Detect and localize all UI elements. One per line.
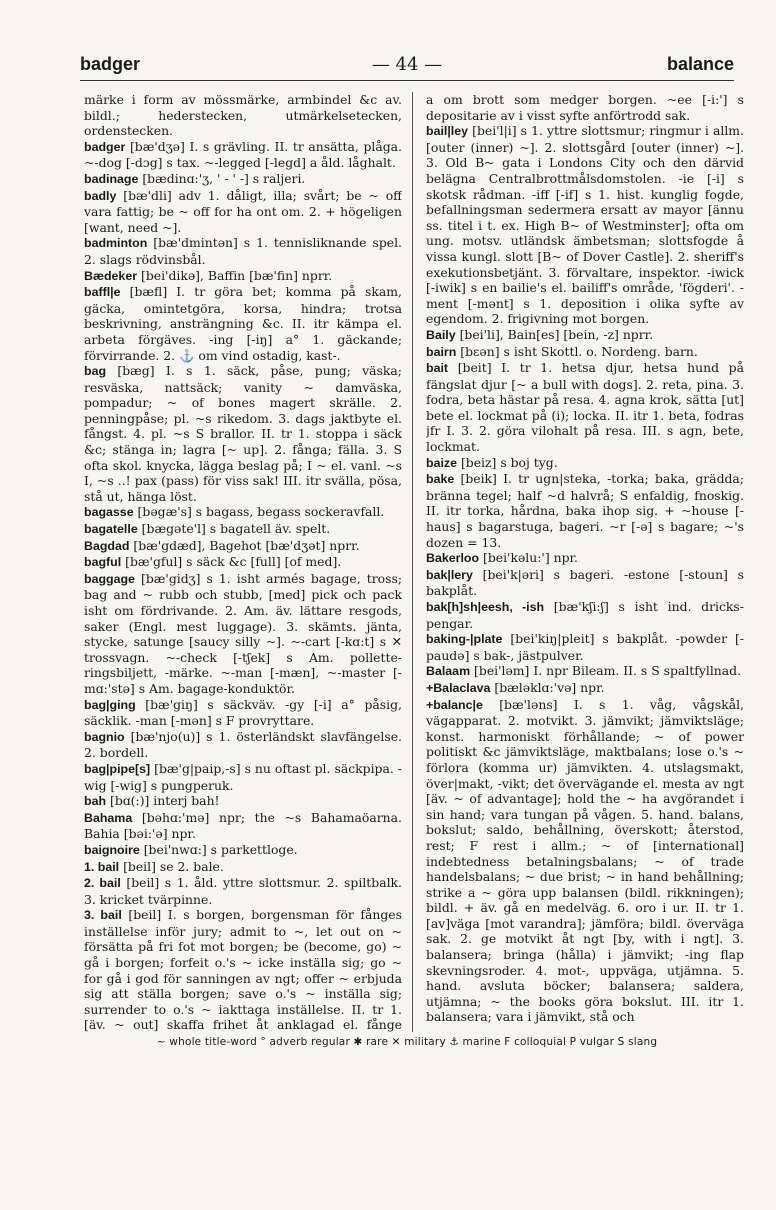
dictionary-entry — [426, 599, 744, 631]
dictionary-entry — [426, 471, 744, 550]
header-first-word: badger — [80, 54, 141, 74]
entry-headword: bagasse — [84, 505, 134, 520]
dictionary-entry — [84, 363, 402, 504]
entry-headword: bake — [426, 472, 455, 487]
entry-definition: [bei'l|i] s 1. yttre slottsmur; ringmur i allm. [outer (inner) ~]. 2. slottsgård [outer (inner) ~]. 3. Old B~ gata i Londons City och den därvid belägna Centralbrottmålsdomstolen. -ie [-i] s skotsk rådman. -iff [-if] s 1. hist. kunglig fogde, befallningsman sedermera ersatt av mayor [ännu ss. titel i t. ex. High B~ of Westminster]; ofta om ung. motsv. utländsk ämbetsman; slottsfogde å vissa kungl. slott [B~ of Dover Castle]. 2. sheriff's exekutionsbetjänt. 3. förvaltare, inspektor. -iwick [-iwik] s en bailie's el. bailiff's område, 'fögderi'. -ment [-mənt] s 1. deposition i olika syfte av egendom. 2. frigivning mot borgen. — [426, 123, 744, 327]
entry-definition: [bɑ(:)] interj bah! — [109, 793, 220, 809]
entry-headword: bak|lery — [426, 567, 473, 582]
entry-definition: [beiz] s boj tyg. — [460, 454, 558, 470]
left-column — [84, 92, 402, 1032]
entry-definition: [bæ'gdæd], Bagehot [bæ'dʒət] nprr. — [133, 537, 360, 553]
entry-headword: bail|ley — [426, 124, 469, 139]
entry-definition: [bæ'dli] adv 1. dåligt, illa; svårt; be ~ off vara fattig; be ~ off for ha ont om. 2. + högeligen [want, need ~]. — [84, 187, 402, 235]
entry-definition: [bei'li], Bain[es] [bein, -z] nprr. — [459, 326, 654, 342]
page-number: — 44 — — [371, 54, 443, 75]
entry-definition: [beil] s 1. åld. yttre slottsmur. 2. spiltbalk. 3. kricket tvärpinne. — [84, 875, 402, 907]
dictionary-entry — [84, 761, 402, 793]
entry-definition: [beil] I. s borgen, borgensman för fånges inställelse inför jury; admit to ~, let out on ~ försätta på fri fot mot borgen; be (become, go) ~ gå i borgen; forfeit o.'s ~ icke inställa sig; go ~ for gå i god för sanningen av ngt; offer ~ erbjuda sig att ställa borgen; save o.'s ~ inställa sig; surrender to o.'s ~ iakttaga inställelse. II. tr 1. [äv. ~ out] skaffa frihet åt anklagad el. fånge — [84, 907, 402, 1032]
dictionary-entry — [84, 875, 402, 907]
entry-headword: badminton — [84, 236, 148, 251]
entry-headword: Bahama — [84, 810, 133, 825]
dictionary-entry — [84, 729, 402, 761]
header-rule — [80, 80, 734, 81]
dictionary-entry — [84, 504, 402, 521]
dictionary-entry — [84, 554, 402, 571]
entry-headword: baggage — [84, 571, 135, 586]
entry-headword: badger — [84, 139, 126, 154]
entry-definition: [bæ'ləns] I. s 1. våg, vågskål, vägapparat. 2. motvikt. 3. jämvikt; jämviktsläge; konst. harmoniskt förhållande; ~ of power politiskt &c jämviktsläge, maktbalans; lose o.'s ~ förlora (komma ur) jämvikten. 4. utslagsmakt, över|makt, -vikt; det övervägande el. mesta av ngt [äv. ~ of advantage]; hold the ~ ha avgörandet i sin hand; vara tungan på vågen. 5. hand. balans, bokslut; saldo, behållning, överskott; återstod, rest; F rest i allm.; ~ of [international] indebtedness betalningsbalans; ~ of trade handelsbalans; ~ due brist; ~ in hand behållning; strike a ~ göra upp balansen (bildl. rikkningen); bildl. + äv. gå en medelväg. 6. oro i ur. II. tr 1. [av]väga [mot varandra]; jämföra; bildl. överväga sak. 2. ge motvikt åt ngt [by, with i ngt]. 3. balansera; bringa (hålla) i jämvikt; -ing flap skevningsroder. 4. mot-, uppväga, utjämna. 5. hand. avsluta böcker; balansera; saldera, utjämna; ~ the books göra bokslut. III. itr 1. balansera; vara i jämvikt, stå och — [426, 696, 744, 1025]
entry-definition: [bei'kiŋ|pleit] s bakplåt. -powder [-paudə] s bak-, jästpulver. — [426, 631, 744, 663]
entry-headword: Bagdad — [84, 538, 130, 553]
dictionary-entry — [84, 571, 402, 697]
entry-definition: [bei'dikə], Baffin [bæ'fin] nprr. — [140, 267, 333, 283]
dictionary-entry — [426, 344, 744, 361]
entry-definition: [bæ'kʃi:ʃ] s isht ind. dricks-pengar. — [426, 599, 744, 631]
entry-headword: bagful — [84, 555, 122, 570]
entry-headword: badinage — [84, 171, 139, 186]
entry-headword: bag|pipe[s] — [84, 761, 151, 776]
entry-definition: [beit] I. tr 1. hetsa djur, hetsa hund på fängslat djur [~ a bull with dogs]. 2. reta, pina. 3. fodra, beta hästar på resa. 4. agna krok, sätta [ut] bete el. lockmat på (i); locka. II. itr 1. beta, fodras jfr I. 3. 2. göra vilohalt på resa. III. s agn, bete, lockmat. — [426, 360, 744, 455]
dictionary-entry — [84, 907, 402, 1032]
dictionary-entry — [84, 859, 402, 876]
entry-definition: [bɛən] s isht Skottl. o. Nordeng. barn. — [460, 343, 698, 359]
entry-definition: [bægəte'l] s bagatell äv. spelt. — [141, 521, 331, 537]
entry-headword: 2. bail — [84, 876, 121, 891]
entry-definition: [bei'kəlu:'] npr. — [482, 550, 579, 566]
entry-headword: +balanc|e — [426, 697, 483, 712]
entry-definition: [bæ'giŋ] s säckväv. -gy [-i] a° påsig, säcklik. -man [-mən] s F provryttare. — [84, 696, 402, 729]
page-header — [80, 54, 734, 80]
entry-definition: [bæləklɑ:'və] npr. — [494, 679, 605, 695]
dictionary-entry — [426, 680, 744, 697]
dictionary-entry — [84, 268, 402, 285]
entry-definition: [bei'nwɑ:] s parkettloge. — [143, 841, 298, 857]
entry-definition: a om brott som medger borgen. ~ee [-i:'] s depositarie av i visst syfte anförtrodd sak. — [426, 92, 744, 123]
entry-definition: [bəgæ's] s bagass, begass sockeravfall. — [137, 504, 385, 520]
dictionary-entry — [84, 139, 402, 171]
dictionary-entry — [84, 810, 402, 842]
dictionary-entry — [426, 123, 744, 327]
entry-definition: [bæ'gidʒ] s 1. isht armés bagage, tross; bag and ~ rubb och stubb, [med] pick och pack isht om fördrivande. 2. Am. äv. lättare resgods, saker (Engl. mest luggage). 3. skämts. jänta, stycke, satunge [saucy silly ~]. ~-cart [-kɑ:t] s ✕ trossvagn. ~-check [-tʃek] s Am. pollette-ringsbiljett, -märke. ~-man [-mæn], ~-master [-mɑ:'stə] s Am. bagage-konduktör. — [84, 570, 402, 696]
entry-definition: [bæ'dʒə] I. s grävling. II. tr ansätta, plåga. ~-dog [-dɔg] s tax. ~-legged [-legd] a åld. låghalt. — [84, 138, 402, 171]
abbreviation-legend: ~ whole title-word ° adverb regular ✱ rare ✕ military ⚓ marine F colloquial P vulgar S slang — [156, 1036, 658, 1048]
entry-headword: 1. bail — [84, 859, 120, 874]
dictionary-entry — [84, 697, 402, 729]
entry-headword: bagnio — [84, 729, 125, 744]
entry-headword: Bakerloo — [426, 551, 480, 566]
dictionary-entry — [84, 92, 402, 139]
dictionary-entry — [426, 455, 744, 472]
dictionary-entry — [426, 631, 744, 663]
entry-headword: baize — [426, 455, 457, 470]
dictionary-entry — [426, 327, 744, 344]
dictionary-entry — [84, 188, 402, 236]
entry-headword: +Balaclava — [426, 680, 491, 695]
entry-headword: Baily — [426, 327, 456, 342]
entry-headword: bah — [84, 794, 107, 809]
entry-definition: [beik] I. tr ugn|steka, -torka; baka, gräddа; bränna tegel; half ~d halvrå; S enfaldig, fnoskig. II. itr torka, hårdna, baka ihop sig. + ~house [-haus] s bagarstuga, bageri. ~r [-ə] s bagare; ~'s dozen = 13. — [426, 471, 744, 550]
dictionary-entry — [84, 284, 402, 363]
entry-definition: [beil] se 2. bale. — [123, 858, 224, 874]
entry-definition: [bæ'gful] s säck &c [full] [of med]. — [125, 554, 342, 570]
entry-headword: 3. bail — [84, 908, 122, 923]
dictionary-entry — [426, 550, 744, 567]
entry-headword: baffl|e — [84, 285, 121, 300]
entry-definition: [bædinɑ:'ʒ, ' - ' -] s raljeri. — [142, 170, 306, 186]
entry-headword: bagatelle — [84, 522, 138, 537]
dictionary-entry — [84, 793, 402, 810]
dictionary-entry — [84, 538, 402, 555]
entry-headword: bairn — [426, 344, 457, 359]
dictionary-entry — [84, 235, 402, 267]
entry-headword: bag|ging — [84, 697, 136, 712]
dictionary-entry — [84, 521, 402, 538]
column-divider — [412, 92, 413, 1032]
entry-definition: [bæfl] I. tr göra bet; komma på skam, gäcka, omintetgöra, korsa, hindra; trotsa beskrivning, ansträngning &c. II. itr kämpa el. arbeta förgäves. -ing [-iŋ] a° 1. gäckande; förvirrande. 2. ⚓ om vind ostadig, kast-. — [84, 284, 402, 363]
entry-headword: bag — [84, 364, 107, 379]
entry-headword: baking-|plate — [426, 632, 503, 647]
entry-definition: [bæ'njo(u)] s 1. österländskt slavfängelse. 2. bordell. — [84, 728, 402, 761]
entry-definition: [bei'k|əri] s bageri. -estone [-stoun] s bakplåt. — [426, 566, 744, 599]
entry-definition: [bəhɑ:'mə] npr; the ~s Bahamaöarna. Bahia [bəi:'ə] npr. — [84, 809, 402, 842]
dictionary-entry — [426, 92, 744, 123]
entry-headword: bait — [426, 361, 449, 376]
dictionary-entry — [84, 842, 402, 859]
dictionary-entry — [426, 663, 744, 680]
entry-definition: [bei'ləm] I. npr Bileam. II. s S spaltfyllnad. — [474, 663, 742, 679]
entry-headword: Bædeker — [84, 268, 138, 283]
entry-definition: märke i form av mössmärke, armbindel &c av. bildl.; hederstecken, utmärkelsetecken, ordenstecken. — [84, 92, 402, 139]
entry-definition: [bæ'dmintən] s 1. tennisliknande spel. 2. slags rödvinsbål. — [84, 235, 402, 267]
header-last-word: balance — [666, 54, 734, 74]
dictionary-entry — [426, 360, 744, 455]
entry-headword: Balaam — [426, 664, 471, 679]
dictionary-entry — [426, 697, 744, 1025]
right-column — [426, 92, 744, 1032]
entry-definition: [bæg] I. s 1. säck, påse, pung; väska; resväska, nattsäck; vanity ~ damväska, pompadur; ~ of bones magert skrälle. 2. penningpåse; pl. ~s rikedom. 3. dags jaktbyte el. fångst. 4. pl. ~s S brallor. II. tr 1. stoppa i säck &c; stänga in; lagra [~ up]. 2. fånga; fälla. 3. S ofta skol. knycka, lägga beslag på; I ~ el. vanl. ~s I, ~s ..! pax (pass) för viss sak! III. itr svälla, pösa, stå ut, hänga löst. — [84, 363, 402, 504]
entry-headword: bak[h]sh|eesh, -ish — [426, 600, 545, 614]
dictionary-entry — [84, 171, 402, 188]
entry-headword: baignoire — [84, 842, 140, 857]
entry-definition: [bæ'g|paip,-s] s nu oftast pl. säckpipa. -wig [-wig] s pungperuk. — [84, 760, 402, 793]
entry-headword: badly — [84, 188, 117, 203]
dictionary-entry — [426, 567, 744, 599]
